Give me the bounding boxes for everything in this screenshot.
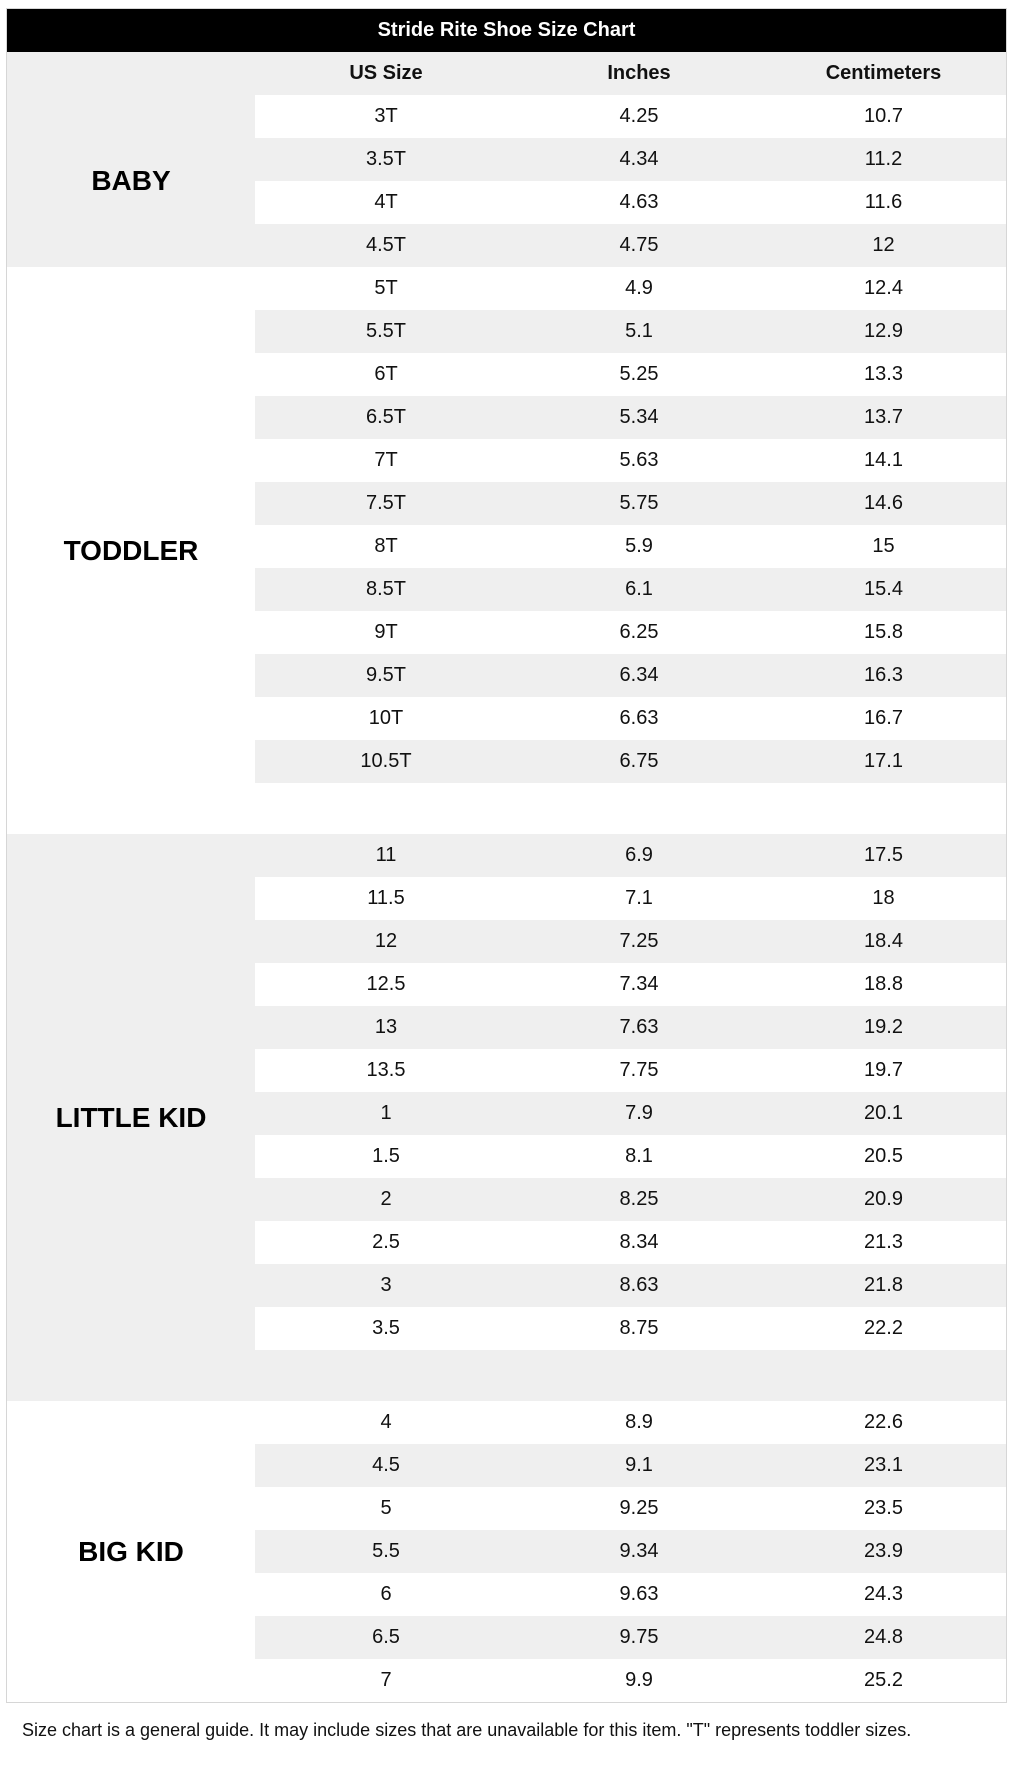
cell-inches: 5.25	[619, 363, 659, 385]
cell-centimeters: 14.1	[864, 449, 903, 471]
table-row	[255, 697, 1006, 740]
cell-centimeters: 13.7	[864, 406, 903, 428]
cell-us-size: 4.5	[372, 1454, 400, 1476]
table-row	[255, 353, 1006, 396]
table-row	[255, 95, 1006, 138]
cell-centimeters: 15	[872, 535, 895, 557]
header-centimeters: Centimeters	[825, 62, 942, 84]
table-row	[255, 654, 1006, 697]
cell-us-size: 7T	[374, 449, 398, 471]
cell-centimeters: 18	[872, 887, 895, 909]
cell-centimeters: 15.8	[864, 621, 903, 643]
cell-centimeters: 22.6	[864, 1411, 903, 1433]
table-row	[255, 1573, 1006, 1616]
cell-inches: 6.25	[619, 621, 659, 643]
table-row	[255, 611, 1006, 654]
group-label: TODDLER	[63, 534, 199, 566]
cell-inches: 5.63	[619, 449, 659, 471]
cell-us-size: 12	[374, 930, 398, 952]
cell-centimeters: 21.8	[864, 1274, 903, 1296]
table-row	[255, 181, 1006, 224]
group-rows	[255, 834, 1006, 1401]
cell-us-size: 6	[380, 1583, 392, 1605]
cell-us-size: 7.5T	[365, 492, 407, 514]
cell-inches: 8.34	[619, 1231, 659, 1253]
table-row	[255, 740, 1006, 783]
cell-inches: 5.9	[625, 535, 653, 557]
cell-inches: 7.25	[619, 930, 659, 952]
cell-centimeters: 21.3	[864, 1231, 903, 1253]
cell-us-size: 4	[380, 1411, 392, 1433]
cell-inches: 4.25	[619, 105, 659, 127]
table-row	[255, 525, 1006, 568]
cell-centimeters: 15.4	[864, 578, 903, 600]
cell-inches: 4.75	[619, 234, 659, 256]
cell-inches: 9.9	[625, 1669, 653, 1691]
cell-us-size: 2	[380, 1188, 392, 1210]
cell-inches: 7.63	[619, 1016, 659, 1038]
header-us-size: US Size	[349, 62, 423, 84]
cell-centimeters: 12.9	[864, 320, 903, 342]
table-row	[255, 877, 1006, 920]
group-rows	[255, 1401, 1006, 1702]
cell-us-size: 3	[380, 1274, 392, 1296]
cell-inches: 5.75	[619, 492, 659, 514]
cell-us-size: 11.5	[367, 887, 405, 909]
cell-inches: 9.25	[619, 1497, 659, 1519]
cell-inches: 9.75	[619, 1626, 659, 1648]
cell-centimeters: 17.1	[864, 750, 903, 772]
table-row	[255, 963, 1006, 1006]
table-row	[255, 1264, 1006, 1307]
cell-us-size: 4T	[374, 191, 398, 213]
cell-centimeters: 10.7	[864, 105, 903, 127]
cell-centimeters: 24.8	[864, 1626, 903, 1648]
group-label: BIG KID	[78, 1535, 184, 1567]
table-row	[255, 1616, 1006, 1659]
size-groups	[7, 95, 1006, 1702]
table-row	[255, 396, 1006, 439]
cell-centimeters: 22.2	[864, 1317, 903, 1339]
size-group	[7, 95, 1006, 267]
cell-us-size: 6.5T	[365, 406, 407, 428]
cell-inches: 7.75	[619, 1059, 659, 1081]
table-row	[255, 1049, 1006, 1092]
cell-centimeters: 23.5	[864, 1497, 903, 1519]
table-row	[255, 834, 1006, 877]
cell-us-size: 3.5T	[365, 148, 407, 170]
cell-centimeters: 24.3	[864, 1583, 903, 1605]
table-row	[255, 482, 1006, 525]
cell-centimeters: 16.3	[864, 664, 903, 686]
group-spacer	[255, 783, 1006, 834]
table-row	[255, 568, 1006, 611]
cell-centimeters: 17.5	[864, 844, 903, 866]
column-header-row	[7, 52, 1006, 95]
cell-us-size: 8.5T	[365, 578, 407, 600]
table-row	[255, 1444, 1006, 1487]
cell-inches: 4.9	[625, 277, 653, 299]
cell-inches: 8.1	[625, 1145, 653, 1167]
cell-inches: 9.34	[619, 1540, 659, 1562]
cell-centimeters: 16.7	[864, 707, 903, 729]
table-row	[255, 138, 1006, 181]
cell-centimeters: 18.4	[864, 930, 903, 952]
cell-inches: 8.25	[619, 1188, 659, 1210]
cell-us-size: 6T	[374, 363, 398, 385]
cell-inches: 8.75	[619, 1317, 659, 1339]
cell-us-size: 11	[375, 844, 397, 866]
cell-us-size: 5.5	[372, 1540, 400, 1562]
table-row	[255, 920, 1006, 963]
cell-centimeters: 20.5	[864, 1145, 903, 1167]
cell-inches: 7.34	[619, 973, 659, 995]
chart-title: Stride Rite Shoe Size Chart	[7, 9, 1006, 52]
table-row	[255, 1530, 1006, 1573]
group-rows	[255, 95, 1006, 267]
table-row	[255, 1487, 1006, 1530]
table-row	[255, 224, 1006, 267]
cell-inches: 5.34	[619, 406, 659, 428]
cell-centimeters: 19.7	[864, 1059, 903, 1081]
cell-centimeters: 18.8	[864, 973, 903, 995]
header-spacer	[7, 52, 255, 95]
cell-inches: 6.34	[619, 664, 659, 686]
cell-inches: 6.1	[625, 578, 653, 600]
cell-inches: 4.34	[619, 148, 659, 170]
size-chart-table	[6, 8, 1007, 1703]
cell-us-size: 7	[380, 1669, 392, 1691]
header-inches: Inches	[607, 62, 671, 84]
cell-centimeters: 11.6	[864, 191, 903, 213]
cell-us-size: 8T	[374, 535, 398, 557]
cell-us-size: 9.5T	[365, 664, 407, 686]
cell-us-size: 1.5	[372, 1145, 400, 1167]
cell-us-size: 13	[374, 1016, 398, 1038]
table-row	[255, 1092, 1006, 1135]
cell-inches: 6.63	[619, 707, 659, 729]
cell-inches: 7.1	[625, 887, 653, 909]
table-row	[255, 1135, 1006, 1178]
cell-centimeters: 14.6	[864, 492, 903, 514]
size-group	[7, 267, 1006, 834]
table-row	[255, 1006, 1006, 1049]
cell-centimeters: 25.2	[864, 1669, 903, 1691]
cell-inches: 9.63	[619, 1583, 659, 1605]
cell-centimeters: 23.1	[864, 1454, 903, 1476]
cell-us-size: 3T	[374, 105, 398, 127]
cell-us-size: 4.5T	[365, 234, 407, 256]
cell-us-size: 13.5	[366, 1059, 406, 1081]
cell-inches: 4.63	[619, 191, 659, 213]
cell-inches: 6.75	[619, 750, 659, 772]
cell-centimeters: 23.9	[864, 1540, 903, 1562]
cell-us-size: 2.5	[372, 1231, 400, 1253]
cell-inches: 7.9	[625, 1102, 653, 1124]
cell-us-size: 5T	[374, 277, 398, 299]
cell-us-size: 12.5	[366, 973, 406, 995]
group-label: BABY	[91, 165, 171, 196]
table-row	[255, 1307, 1006, 1350]
cell-centimeters: 12.4	[864, 277, 903, 299]
cell-inches: 5.1	[625, 320, 653, 342]
cell-us-size: 3.5	[372, 1317, 400, 1339]
table-row	[255, 1401, 1006, 1444]
cell-us-size: 5	[380, 1497, 392, 1519]
table-row	[255, 267, 1006, 310]
cell-inches: 9.1	[625, 1454, 653, 1476]
cell-us-size: 10T	[368, 707, 404, 729]
size-group	[7, 834, 1006, 1401]
cell-inches: 8.63	[619, 1274, 659, 1296]
cell-centimeters: 11.2	[864, 148, 903, 170]
cell-centimeters: 19.2	[864, 1016, 903, 1038]
table-row	[255, 439, 1006, 482]
group-spacer	[255, 1350, 1006, 1401]
table-row	[255, 1221, 1006, 1264]
footnote: Size chart is a general guide. It may include sizes that are unavailable for this item. "T" represents toddler sizes.	[22, 1720, 912, 1740]
cell-us-size: 9T	[374, 621, 398, 643]
cell-us-size: 1	[380, 1102, 392, 1124]
cell-us-size: 5.5T	[365, 320, 407, 342]
cell-centimeters: 12	[872, 234, 895, 256]
table-row	[255, 310, 1006, 353]
cell-inches: 8.9	[625, 1411, 653, 1433]
group-label: LITTLE KID	[55, 1101, 207, 1133]
cell-centimeters: 20.1	[864, 1102, 903, 1124]
table-row	[255, 1178, 1006, 1221]
cell-us-size: 10.5T	[360, 750, 412, 772]
cell-centimeters: 13.3	[864, 363, 903, 385]
cell-centimeters: 20.9	[864, 1188, 903, 1210]
group-rows	[255, 267, 1006, 834]
table-row	[255, 1659, 1006, 1702]
size-group	[7, 1401, 1006, 1702]
cell-inches: 6.9	[625, 844, 653, 866]
cell-us-size: 6.5	[372, 1626, 400, 1648]
